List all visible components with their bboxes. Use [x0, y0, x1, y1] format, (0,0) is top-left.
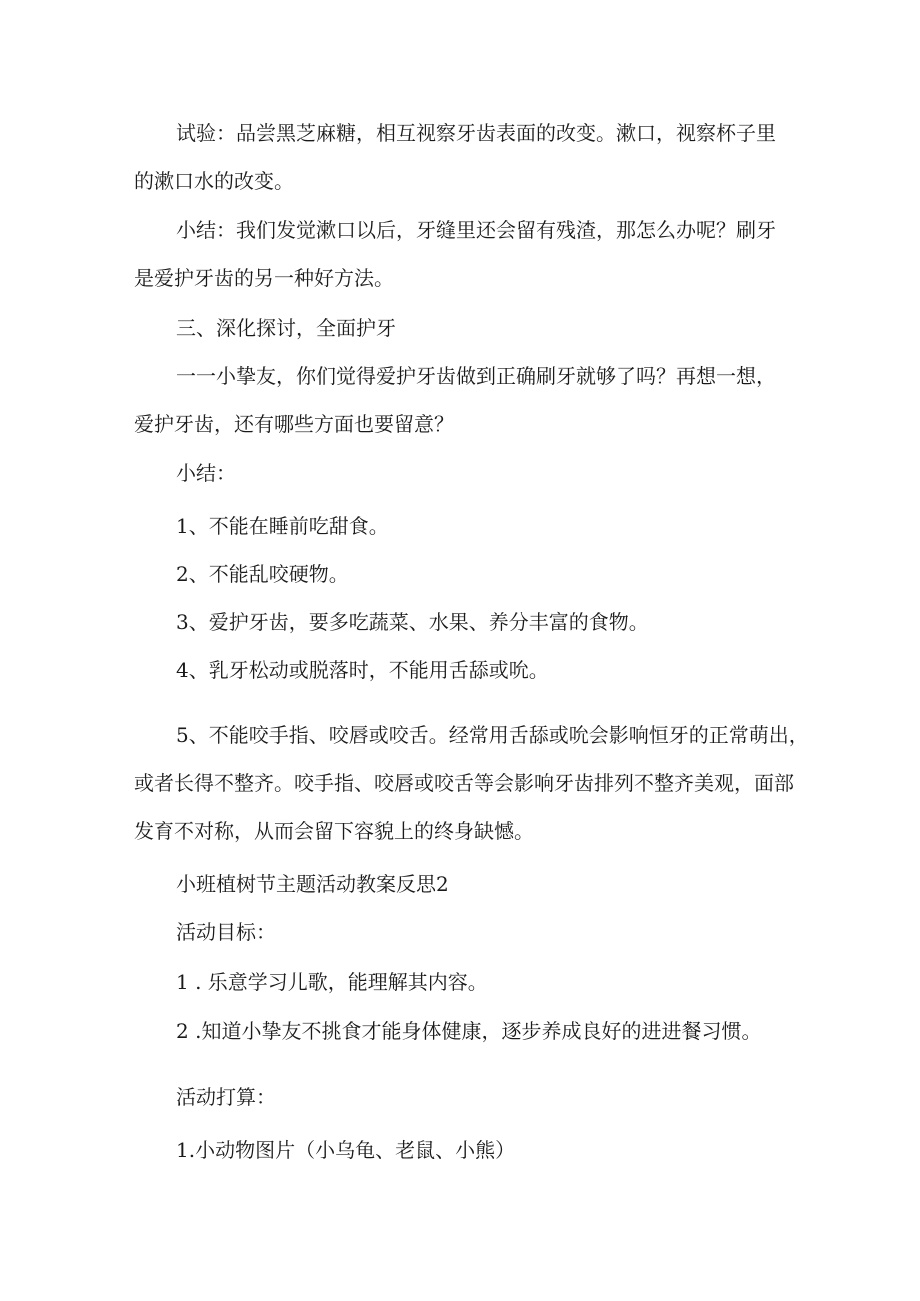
summary-paragraph-line-2: 是爱护牙齿的另一种好方法。 [134, 266, 394, 290]
goals-label: 活动目标： [176, 920, 276, 944]
question-paragraph-line-1: 一一小挚友，你们觉得爱护牙齿做到正确刷牙就够了吗？再想一想， [176, 364, 776, 388]
summary-paragraph-line-1: 小结：我们发觉漱口以后，牙缝里还会留有残渣，那怎么办呢？刷牙 [176, 218, 776, 242]
lesson-title: 小班植树节主题活动教案反思2 [176, 872, 449, 896]
experiment-paragraph-line-1: 试验：品尝黑芝麻糖，相互视察牙齿表面的改变。漱口，视察杯子里 [176, 121, 776, 145]
question-paragraph-line-2: 爱护牙齿，还有哪些方面也要留意？ [134, 412, 454, 436]
prep-label: 活动打算： [176, 1085, 276, 1109]
list-item-1: 1、不能在睡前吃甜食。 [176, 514, 389, 538]
experiment-paragraph-line-2: 的漱口水的改变。 [134, 169, 294, 193]
list-item-5-line-1: 5、不能咬手指、咬唇或咬舌。经常用舌舔或吮会影响恒牙的正常萌出， [176, 723, 809, 747]
list-item-5-line-3: 发育不对称，从而会留下容貌上的终身缺憾。 [134, 819, 534, 843]
summary-label: 小结： [176, 461, 236, 485]
list-item-3: 3、爱护牙齿，要多吃蔬菜、水果、养分丰富的食物。 [176, 610, 649, 634]
list-item-4: 4、乳牙松动或脱落时，不能用舌舔或吮。 [176, 658, 549, 682]
list-item-5-line-2: 或者长得不整齐。咬手指、咬唇或咬舌等会影响牙齿排列不整齐美观，面部 [134, 771, 794, 795]
section-heading: 三、深化探讨，全面护牙 [176, 316, 396, 340]
goal-item-2: 2 .知道小挚友不挑食才能身体健康，逐步养成良好的进进餐习惯。 [176, 1019, 762, 1043]
goal-item-1: 1 . 乐意学习儿歌，能理解其内容。 [176, 970, 488, 994]
list-item-2: 2、不能乱咬硬物。 [176, 562, 349, 586]
prep-item-1: 1.小动物图片（小乌龟、老鼠、小熊） [176, 1138, 516, 1162]
